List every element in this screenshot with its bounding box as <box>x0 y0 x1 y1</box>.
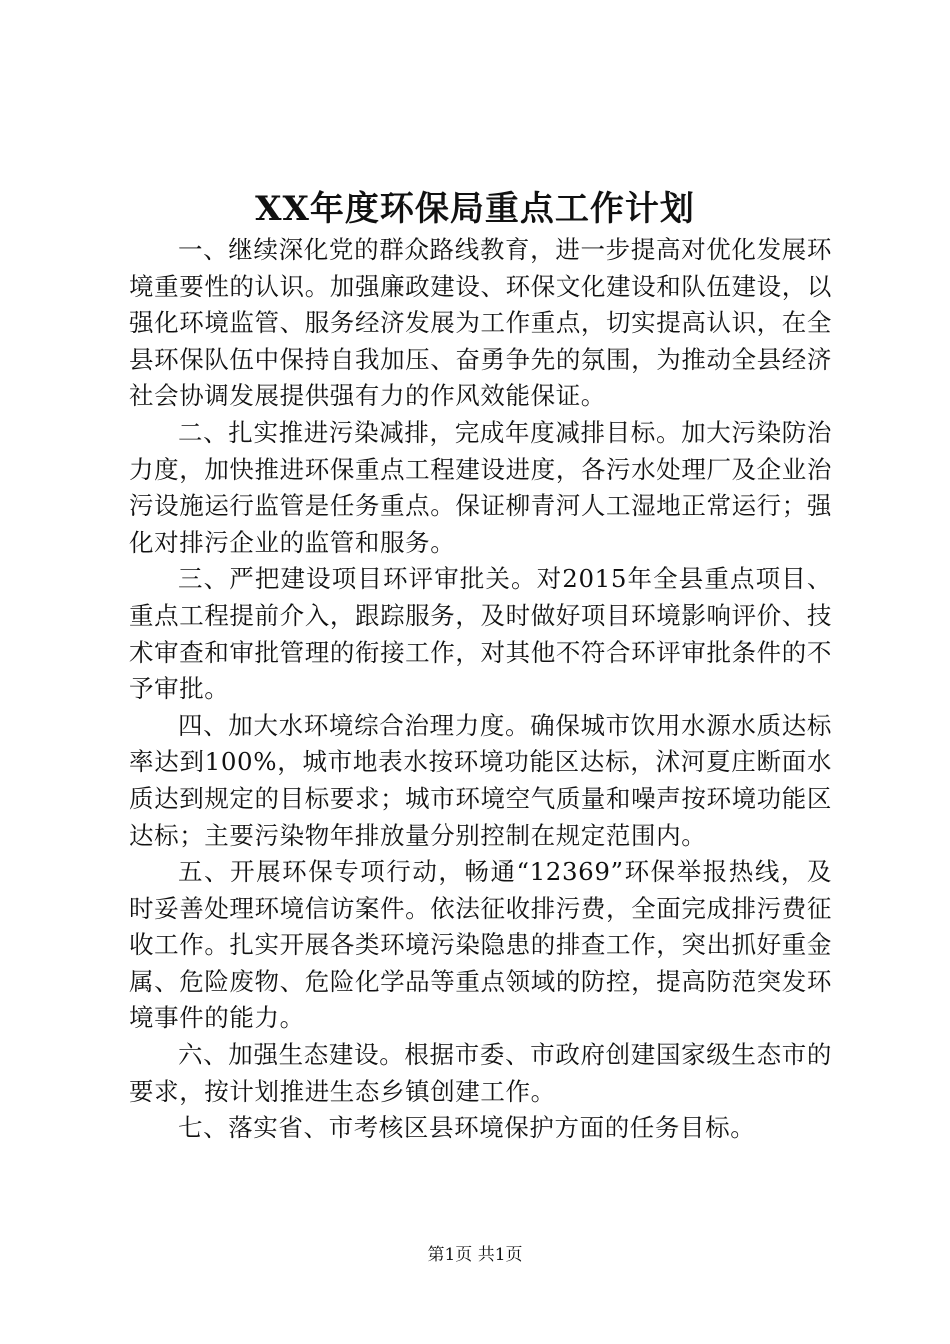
paragraph-5: 五、开展环保专项行动，畅通“12369”环保举报热线，及时妥善处理环境信访案件。依法征收排污费，全面完成排污费征收工作。扎实开展各类环境污染隐患的排查工作，突出抓好重金属、危险废物、危险化学品等重点领域的防控，提高防范突发环境事件的能力。 <box>129 857 832 1033</box>
document-body <box>129 232 832 1147</box>
document-title: XX年度环保局重点工作计划 <box>255 189 695 229</box>
paragraph-2: 二、扎实推进污染减排，完成年度减排目标。加大污染防治力度，加快推进环保重点工程建设进度，各污水处理厂及企业治污设施运行监管是任务重点。保证柳青河人工湿地正常运行；强化对排污企业的监管和服务。 <box>129 417 832 557</box>
paragraph-4: 四、加大水环境综合治理力度。确保城市饮用水源水质达标率达到100%，城市地表水按环境功能区达标，沭河夏庄断面水质达到规定的目标要求；城市环境空气质量和噪声按环境功能区达标；主要污染物年排放量分别控制在规定范围内。 <box>129 710 832 850</box>
page-footer: 第1页 共1页 <box>427 1245 523 1265</box>
paragraph-1: 一、继续深化党的群众路线教育，进一步提高对优化发展环境重要性的认识。加强廉政建设、环保文化建设和队伍建设，以强化环境监管、服务经济发展为工作重点，切实提高认识，在全县环保队伍中保持自我加压、奋勇争先的氛围，为推动全县经济社会协调发展提供强有力的作风效能保证。 <box>129 235 832 411</box>
paragraph-6: 六、加强生态建设。根据市委、市政府创建国家级生态市的要求，按计划推进生态乡镇创建工作。 <box>129 1040 832 1106</box>
paragraph-3: 三、严把建设项目环评审批关。对2015年全县重点项目、重点工程提前介入，跟踪服务，及时做好项目环境影响评价、技术审查和审批管理的衔接工作，对其他不符合环评审批条件的不予审批。 <box>129 564 832 704</box>
paragraph-7: 七、落实省、市考核区县环境保护方面的任务目标。 <box>178 1113 756 1143</box>
